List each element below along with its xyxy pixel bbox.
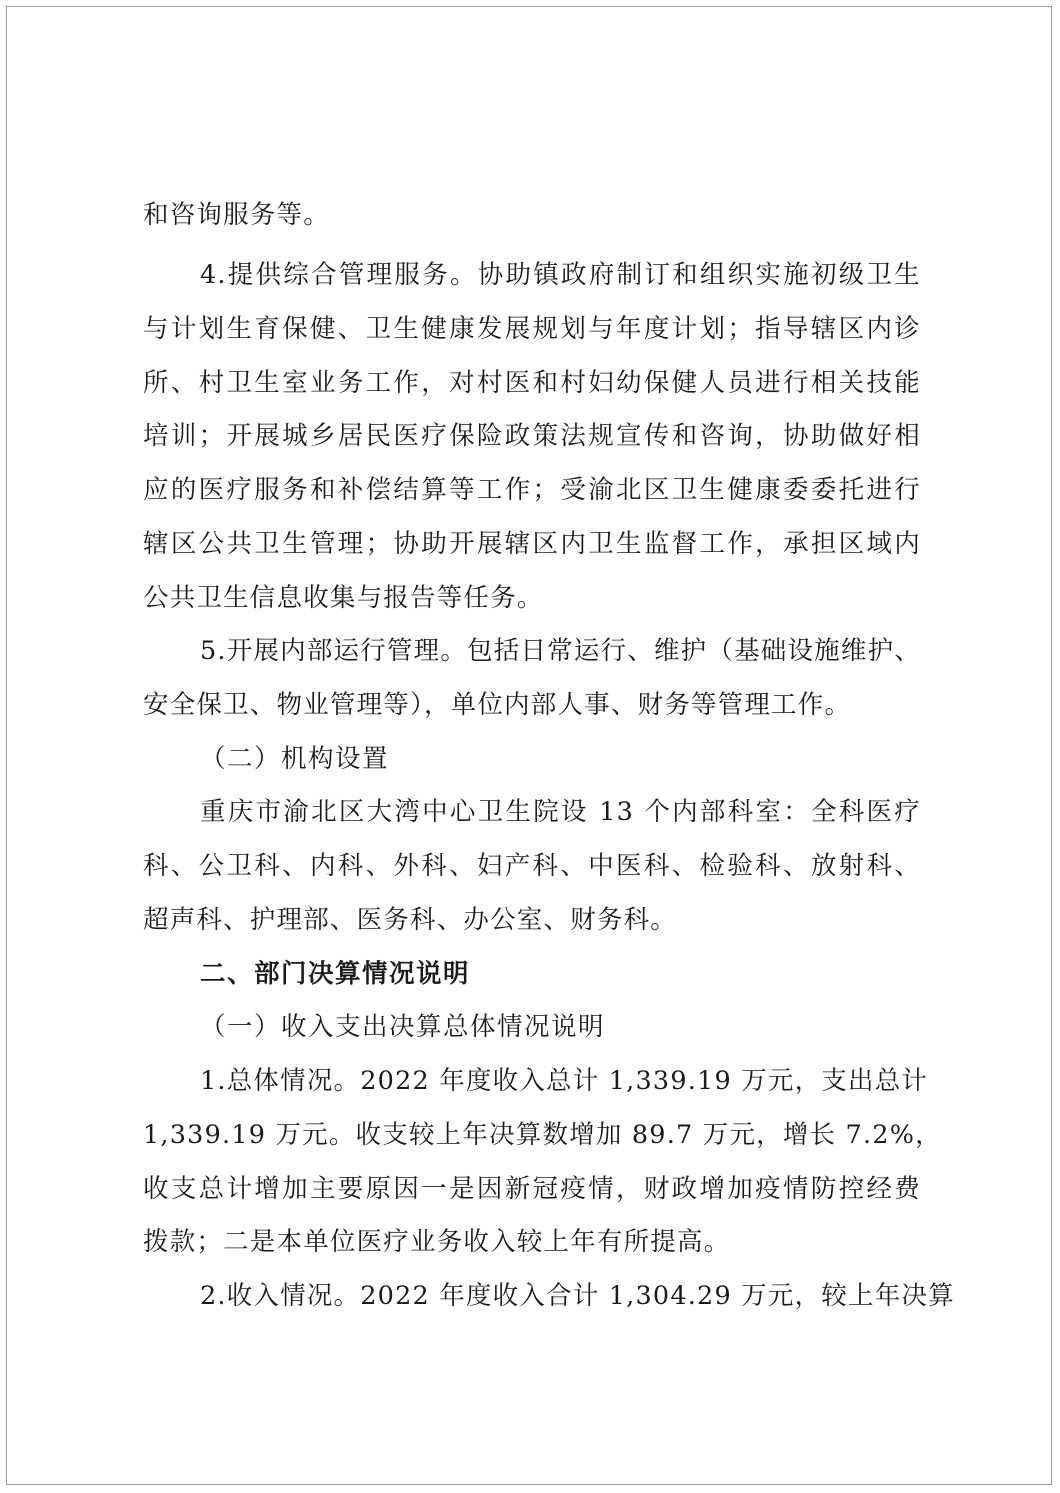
text-line: 超声科、护理部、医务科、办公室、财务科。 — [143, 905, 678, 935]
text-line: 与计划生育保健、卫生健康发展规划与年度计划；指导辖区内诊 — [143, 314, 921, 344]
text-line: 所、村卫生室业务工作，对村医和村妇幼保健人员进行相关技能 — [143, 368, 921, 398]
text-line: 和咨询服务等。 — [143, 200, 330, 230]
text-line: 收支总计增加主要原因一是因新冠疫情，财政增加疫情防控经费 — [143, 1174, 921, 1204]
text-line: 公共卫生信息收集与报告等任务。 — [143, 583, 544, 613]
text-line: 培训；开展城乡居民医疗保险政策法规宣传和咨询，协助做好相 — [143, 421, 921, 451]
text-line: 重庆市渝北区大湾中心卫生院设 13 个内部科室：全科医疗 — [200, 797, 921, 827]
text-line: 4.提供综合管理服务。协助镇政府制订和组织实施初级卫生 — [200, 260, 921, 290]
section-subheading: （二）机构设置 — [200, 744, 390, 774]
text-line: 2.收入情况。2022 年度收入合计 1,304.29 万元，较上年决算 — [200, 1281, 955, 1311]
text-line: 辖区公共卫生管理；协助开展辖区内卫生监督工作，承担区域内 — [143, 529, 921, 559]
text-line: 5.开展内部运行管理。包括日常运行、维护（基础设施维护、 — [200, 636, 921, 666]
text-line: 安全保卫、物业管理等），单位内部人事、财务等管理工作。 — [143, 690, 852, 720]
text-line: 1,339.19 万元。收支较上年决算数增加 89.7 万元，增长 7.2%， — [143, 1120, 942, 1150]
text-line: 应的医疗服务和补偿结算等工作；受渝北区卫生健康委委托进行 — [143, 475, 921, 505]
section-heading: 二、部门决算情况说明 — [200, 959, 471, 989]
text-line: 1.总体情况。2022 年度收入总计 1,339.19 万元，支出总计 — [200, 1066, 929, 1096]
text-line: 拨款；二是本单位医疗业务收入较上年有所提高。 — [143, 1227, 731, 1257]
text-line: 科、公卫科、内科、外科、妇产科、中医科、检验科、放射科、 — [143, 851, 921, 881]
section-subheading: （一）收入支出决算总体情况说明 — [200, 1012, 606, 1042]
